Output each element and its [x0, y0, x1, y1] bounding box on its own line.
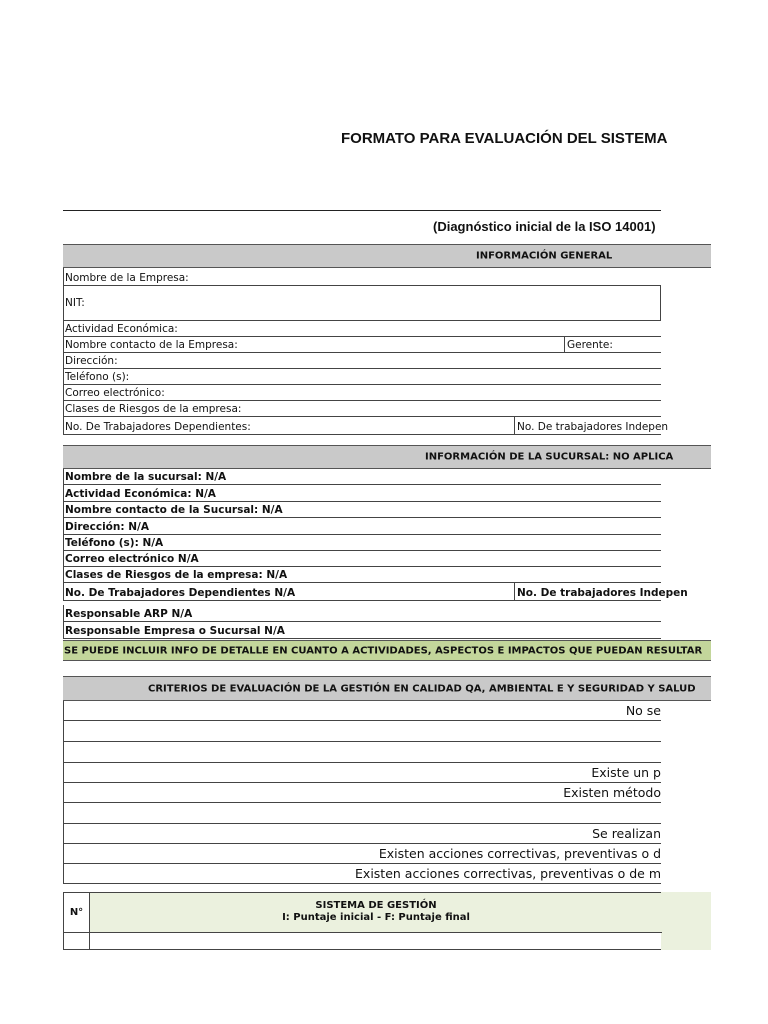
branch-address-label: Dirección: N/A — [65, 521, 149, 533]
system-header-line2: I: Puntaje inicial - F: Puntaje final — [282, 912, 470, 923]
branch-dependent-workers-field[interactable] — [63, 583, 688, 601]
system-header-extension — [661, 892, 711, 950]
risk-classes-field[interactable] — [63, 401, 661, 417]
criteria-row[interactable] — [63, 824, 661, 844]
manager-field[interactable] — [564, 337, 613, 352]
independent-workers-field[interactable] — [514, 417, 669, 434]
branch-phone-label: Teléfono (s): N/A — [65, 537, 164, 549]
criteria-row[interactable] — [63, 864, 661, 884]
email-field[interactable] — [63, 385, 661, 401]
system-column-header — [89, 893, 662, 933]
phone-field[interactable] — [63, 369, 661, 385]
criteria-row[interactable] — [63, 721, 661, 742]
system-cell[interactable] — [89, 933, 662, 949]
nit-label: NIT: — [65, 297, 85, 309]
criteria-band — [63, 676, 711, 701]
branch-address-field[interactable] — [63, 518, 661, 535]
document-subtitle: (Diagnóstico inicial de la ISO 14001) — [433, 219, 656, 234]
criteria-row-text: Se realizan — [592, 826, 661, 841]
document-title: FORMATO PARA EVALUACIÓN DEL SISTEMA — [341, 130, 668, 147]
branch-email-label: Correo electrónico N/A — [65, 553, 199, 565]
general-info-band — [63, 244, 711, 268]
note-text: SE PUEDE INCLUIR INFO DE DETALLE EN CUANTO A ACTIVIDADES, ASPECTOS E IMPACTOS QUE PUEDAN RESULTAR — [64, 645, 703, 656]
criteria-row[interactable] — [63, 763, 661, 783]
branch-contact-field[interactable] — [63, 502, 661, 518]
branch-risk-classes-label: Clases de Riesgos de la empresa: N/A — [65, 569, 288, 581]
branch-email-field[interactable] — [63, 551, 661, 567]
responsible-label: Responsable Empresa o Sucursal N/A — [65, 625, 285, 637]
criteria-row-text: Existen acciones correctivas, preventivas o d — [378, 846, 661, 861]
company-name-field[interactable] — [63, 268, 661, 286]
branch-contact-label: Nombre contacto de la Sucursal: N/A — [65, 504, 283, 516]
criteria-row[interactable] — [63, 783, 661, 803]
branch-name-field[interactable] — [63, 469, 661, 485]
branch-info-band — [63, 445, 711, 469]
arp-responsible-field[interactable] — [63, 605, 661, 622]
criteria-row[interactable] — [63, 803, 661, 824]
dependent-workers-field[interactable] — [63, 417, 669, 435]
independent-workers-label: No. De trabajadores Indepen — [517, 421, 669, 433]
activity-label: Actividad Económica: — [65, 323, 178, 335]
address-label: Dirección: — [65, 355, 118, 367]
branch-name-label: Nombre de la sucursal: N/A — [65, 471, 227, 483]
branch-risk-classes-field[interactable] — [63, 567, 661, 583]
branch-activity-field[interactable] — [63, 485, 661, 502]
responsible-field[interactable] — [63, 622, 661, 639]
branch-independent-workers-label: No. De trabajadores Indepen — [517, 587, 688, 599]
branch-independent-workers-field[interactable] — [514, 583, 688, 600]
branch-activity-label: Actividad Económica: N/A — [65, 488, 216, 500]
title-divider — [63, 210, 661, 211]
criteria-row-text: No se — [625, 703, 661, 718]
phone-label: Teléfono (s): — [65, 371, 130, 383]
system-header-line1: SISTEMA DE GESTIÓN — [315, 900, 437, 911]
contact-label: Nombre contacto de la Empresa: — [65, 339, 238, 351]
system-table — [63, 892, 661, 950]
criteria-row-text: Existe un p — [591, 765, 661, 780]
branch-info-heading: INFORMACIÓN DE LA SUCURSAL: NO APLICA — [425, 451, 674, 463]
criteria-row-text: Existen método — [563, 785, 661, 800]
criteria-heading: CRITERIOS DE EVALUACIÓN DE LA GESTIÓN EN CALIDAD QA, AMBIENTAL E Y SEGURIDAD Y SALUD — [148, 683, 696, 694]
contact-field[interactable] — [63, 337, 661, 353]
criteria-row[interactable] — [63, 742, 661, 763]
number-column-header: N° — [64, 893, 89, 933]
dependent-workers-label: No. De Trabajadores Dependientes: — [65, 421, 251, 433]
number-cell[interactable] — [64, 933, 89, 949]
risk-classes-label: Clases de Riesgos de la empresa: — [65, 403, 242, 415]
general-info-heading: INFORMACIÓN GENERAL — [476, 250, 613, 262]
note-band — [63, 640, 711, 661]
email-label: Correo electrónico: — [65, 387, 165, 399]
criteria-row[interactable] — [63, 844, 661, 864]
activity-field[interactable] — [63, 321, 661, 337]
branch-dependent-workers-label: No. De Trabajadores Dependientes N/A — [65, 587, 296, 599]
address-field[interactable] — [63, 353, 661, 369]
branch-phone-field[interactable] — [63, 535, 661, 551]
company-name-label: Nombre de la Empresa: — [65, 272, 189, 284]
criteria-row-text: Existen acciones correctivas, preventivas o de m — [355, 866, 661, 881]
criteria-row[interactable] — [63, 701, 661, 721]
arp-responsible-label: Responsable ARP N/A — [65, 608, 193, 620]
nit-field[interactable] — [63, 286, 661, 321]
manager-label: Gerente: — [567, 339, 613, 351]
